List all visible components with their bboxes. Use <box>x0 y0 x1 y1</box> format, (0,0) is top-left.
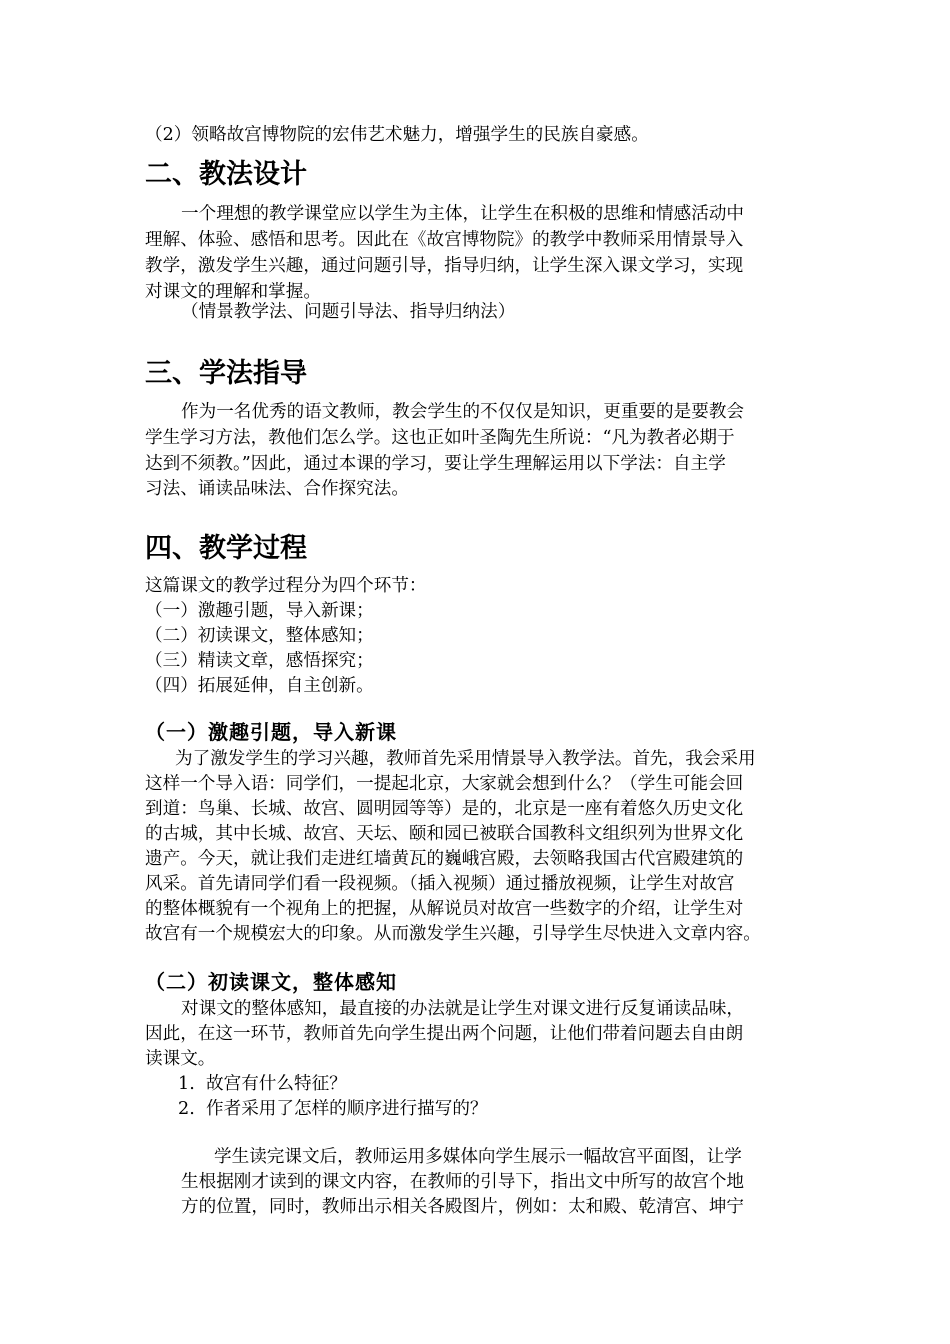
paragraph-line: 风采。首先请同学们看一段视频。（插入视频）通过播放视频，让学生对故宫 <box>145 874 735 894</box>
paragraph-line: 的古城，其中长城、故宫、天坛、颐和园已被联合国教科文组织列为世界文化 <box>145 824 744 844</box>
process-step: （三）精读文章，感悟探究； <box>145 651 374 671</box>
paragraph-line: 达到不须教。”因此，通过本课的学习，要让学生理解运用以下学法：自主学 <box>145 454 726 474</box>
subsection-heading-step2: （二）初读课文，整体感知 <box>145 970 397 994</box>
paragraph-line: 习法、诵读品味法、合作探究法。 <box>145 479 409 499</box>
process-step: （四）拓展延伸，自主创新。 <box>145 676 374 696</box>
paragraph-line: 方的位置，同时，教师出示相关各殿图片，例如：太和殿、乾清宫、坤宁 <box>181 1197 745 1217</box>
section-heading-study-guide: 三、学法指导 <box>145 358 307 389</box>
paragraph-line: 作为一名优秀的语文教师，教会学生的不仅仅是知识，更重要的是要教会 <box>181 402 745 422</box>
paragraph-line: 到道：鸟巢、长城、故宫、圆明园等等）是的，北京是一座有着悠久历史文化 <box>145 799 744 819</box>
process-step: （一）激趣引题，导入新课； <box>145 601 374 621</box>
paragraph-line: 学生读完课文后，教师运用多媒体向学生展示一幅故宫平面图，让学 <box>214 1147 742 1167</box>
paragraph-line: 对课文的整体感知，最直接的办法就是让学生对课文进行反复诵读品味， <box>181 999 745 1019</box>
paragraph-line: 生根据刚才读到的课文内容，在教师的引导下，指出文中所写的故宫个地 <box>181 1172 745 1192</box>
question-number: 2. <box>178 1099 195 1119</box>
question-text: 故宫有什么特征？ <box>206 1074 347 1094</box>
goal-item-2: （2）领略故宫博物院的宏伟艺术魅力，增强学生的民族自豪感。 <box>145 125 649 145</box>
paragraph-line: 的整体概貌有一个视角上的把握，从解说员对故宫一些数字的介绍，让学生对 <box>145 899 744 919</box>
paragraph-line: 对课文的理解和掌握。 <box>145 282 321 302</box>
process-intro: 这篇课文的教学过程分为四个环节： <box>145 576 427 596</box>
process-step: （二）初读课文，整体感知； <box>145 626 374 646</box>
question-item-1 <box>178 1071 347 1097</box>
paragraph-line: 一个理想的教学课堂应以学生为主体，让学生在积极的思维和情感活动中 <box>181 204 745 224</box>
paragraph-line: 遗产。今天，就让我们走进红墙黄瓦的巍峨宫殿，去领略我国古代宫殿建筑的 <box>145 849 744 869</box>
paragraph-line: 为了激发学生的学习兴趣，教师首先采用情景导入教学法。首先，我会采用 <box>175 749 756 769</box>
paragraph-line: 这样一个导入语：同学们，一提起北京，大家就会想到什么？（学生可能会回 <box>145 774 744 794</box>
paragraph-line: 读课文。 <box>145 1049 216 1069</box>
paragraph-line: 因此，在这一环节，教师首先向学生提出两个问题，让他们带着问题去自由朗 <box>145 1024 744 1044</box>
subsection-heading-step1: （一）激趣引题，导入新课 <box>145 720 397 744</box>
section-heading-teaching-process: 四、教学过程 <box>145 533 307 564</box>
question-text: 作者采用了怎样的顺序进行描写的？ <box>206 1099 488 1119</box>
methods-note: （情景教学法、问题引导法、指导归纳法） <box>181 302 516 322</box>
paragraph-line: 理解、体验、感悟和思考。因此在《故宫博物院》的教学中教师采用情景导入 <box>145 230 744 250</box>
paragraph-line: 教学，激发学生兴趣，通过问题引导，指导归纳，让学生深入课文学习，实现 <box>145 256 744 276</box>
paragraph-line: 故宫有一个规模宏大的印象。从而激发学生兴趣，引导学生尽快进入文章内容。 <box>145 924 761 944</box>
question-number: 1. <box>178 1074 195 1094</box>
question-item-2 <box>178 1096 488 1122</box>
section-heading-teaching-method: 二、教法设计 <box>145 159 307 190</box>
paragraph-line: 学生学习方法，教他们怎么学。这也正如叶圣陶先生所说：“凡为教者必期于 <box>145 428 735 448</box>
